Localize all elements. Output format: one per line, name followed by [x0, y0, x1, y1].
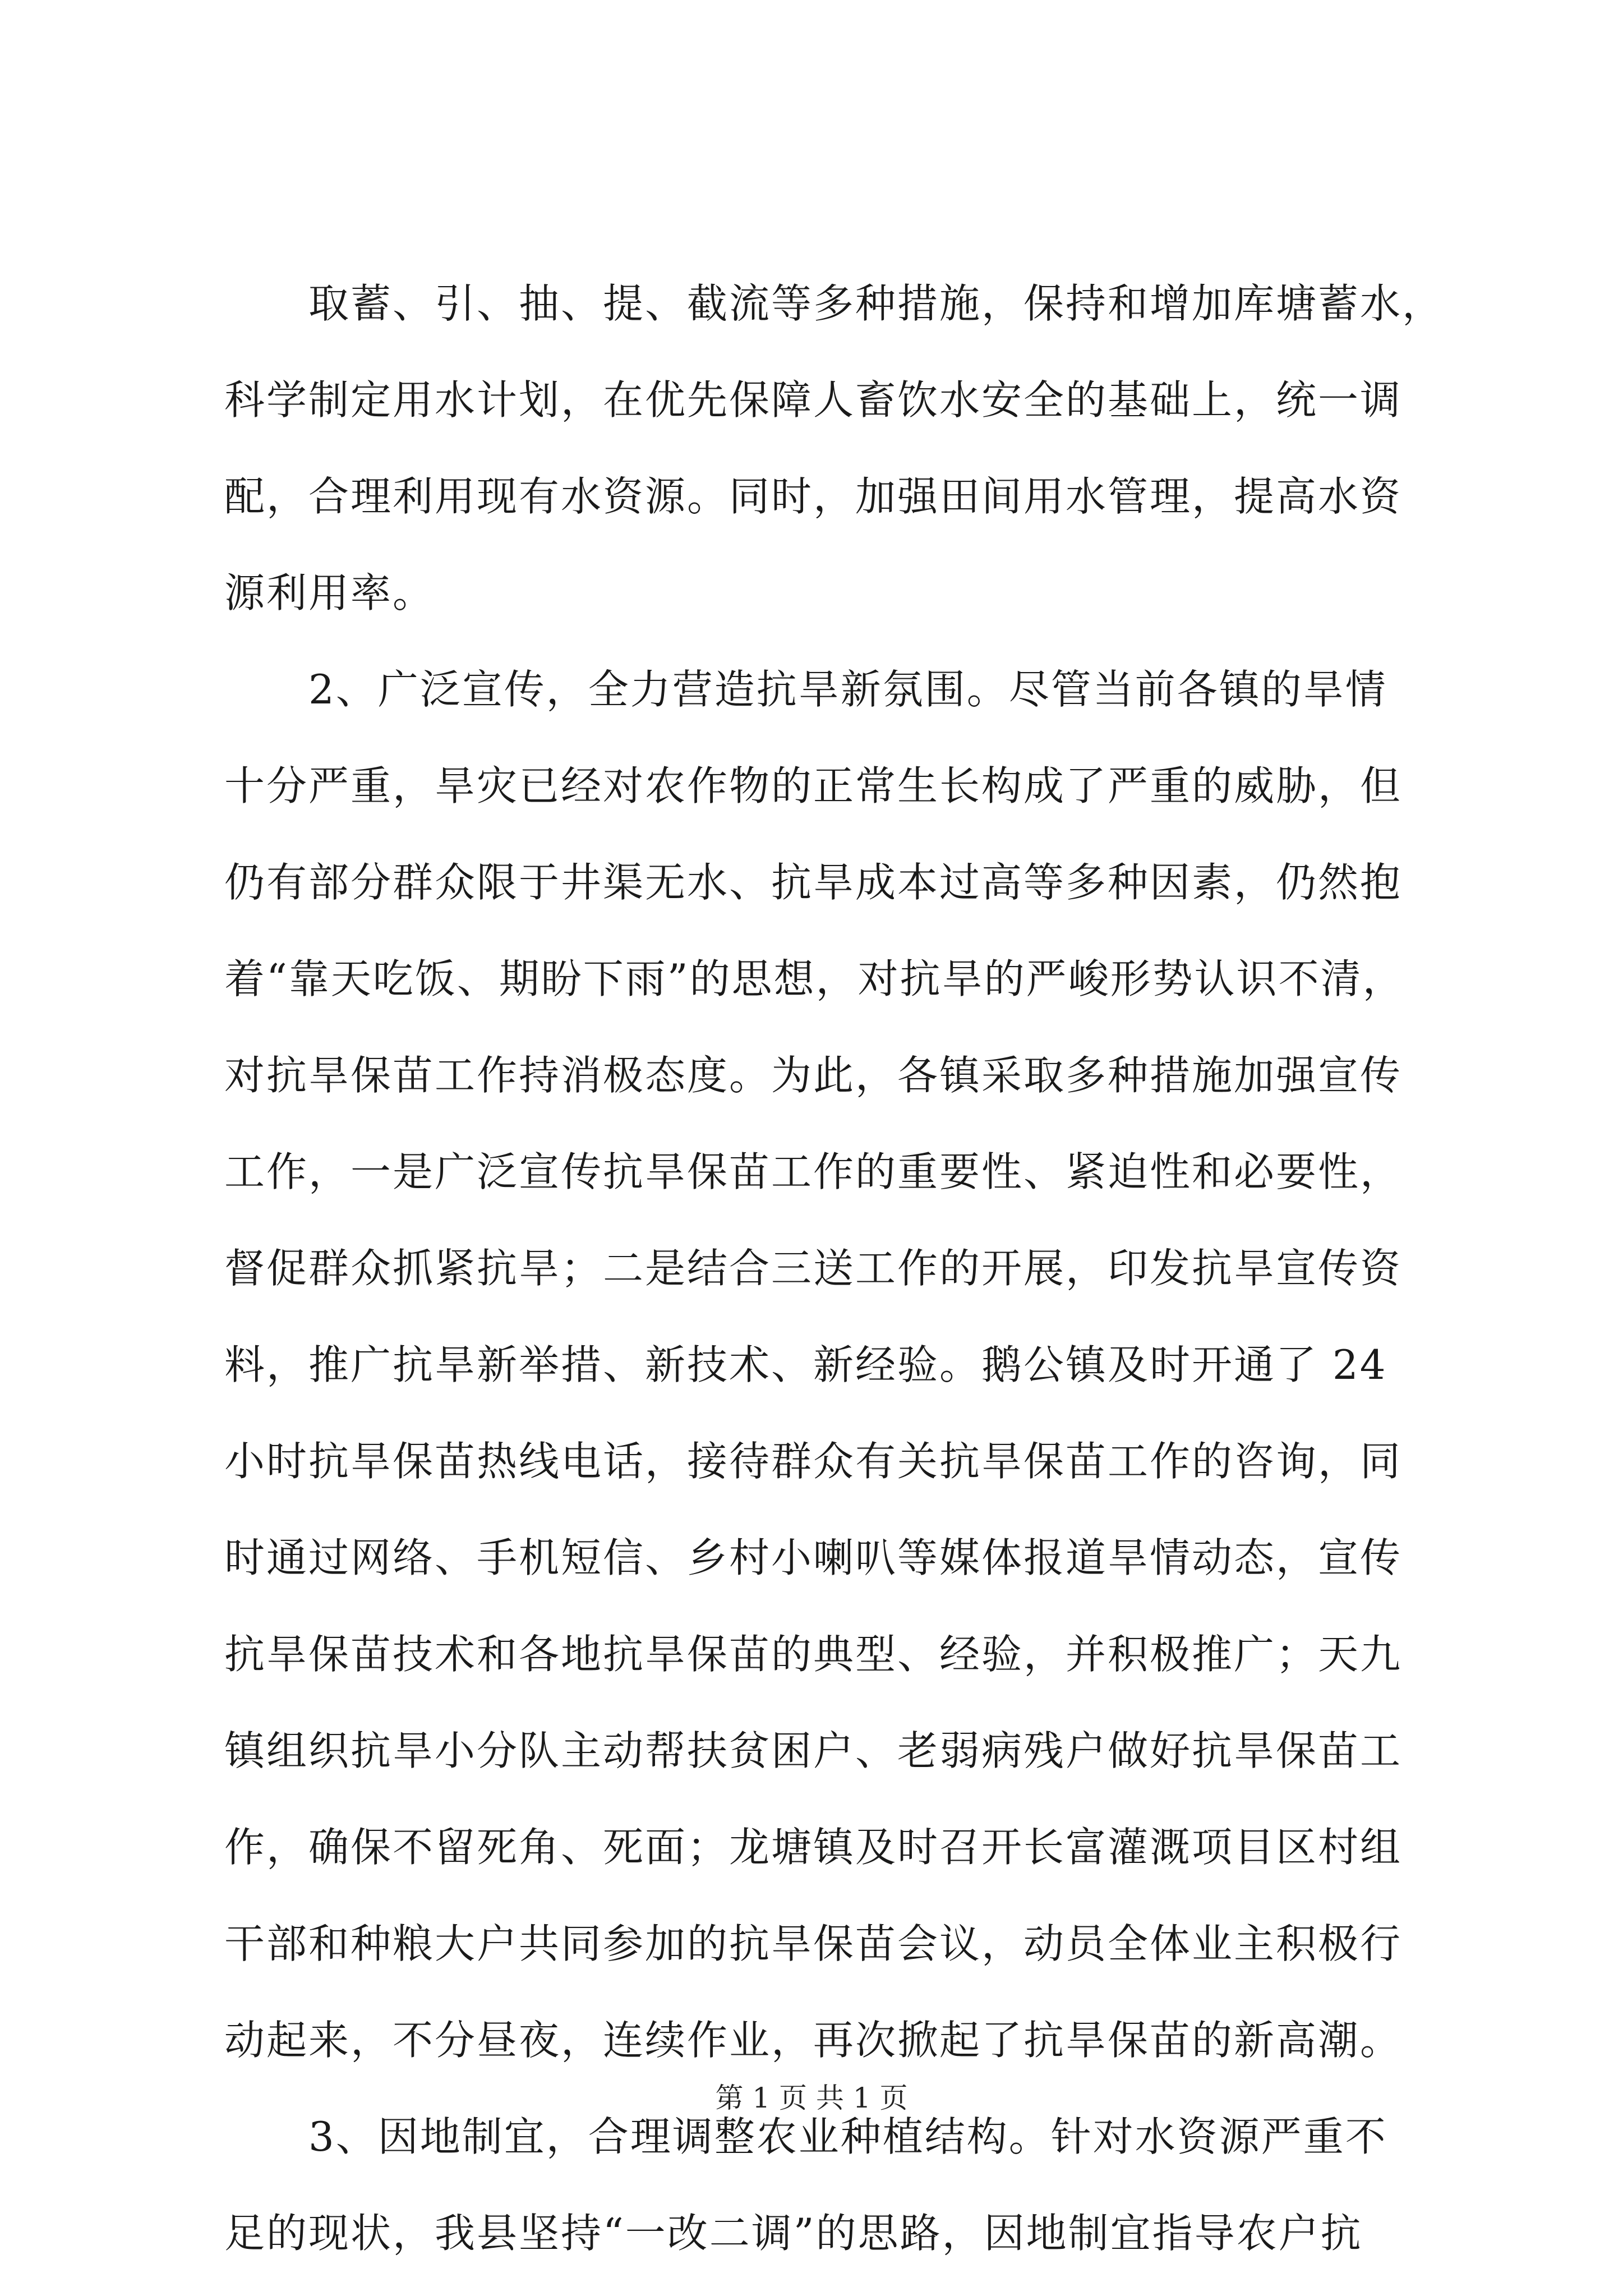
text-line: 科学制定用水计划，在优先保障人畜饮水安全的基础上，统一调	[224, 376, 1403, 424]
document-body	[224, 255, 1445, 2281]
text-line: 督促群众抓紧抗旱；二是结合三送工作的开展，印发抗旱宣传资	[224, 1245, 1403, 1292]
text-line: 着“靠天吃饭、期盼下雨”的思想，对抗旱的严峻形势认识不清，	[224, 955, 1405, 1002]
text-line: 干部和种粮大户共同参加的抗旱保苗会议，动员全体业主积极行	[224, 1920, 1403, 1967]
page-number-footer: 第 1 页 共 1 页	[715, 2082, 908, 2114]
text-line: 足的现状，我县坚持“一改二调”的思路，因地制宜指导农户抗	[224, 2210, 1363, 2257]
text-line: 对抗旱保苗工作持消极态度。为此，各镇采取多种措施加强宣传	[224, 1052, 1403, 1099]
text-line: 3、因地制宜，合理调整农业种植结构。针对水资源严重不	[224, 2113, 1387, 2160]
text-line: 小时抗旱保苗热线电话，接待群众有关抗旱保苗工作的咨询，同	[224, 1438, 1403, 1485]
text-line: 取蓄、引、抽、提、截流等多种措施，保持和增加库塘蓄水，	[224, 280, 1445, 327]
text-line: 时通过网络、手机短信、乡村小喇叭等媒体报道旱情动态，宣传	[224, 1534, 1403, 1581]
text-line: 料，推广抗旱新举措、新技术、新经验。鹅公镇及时开通了 24	[224, 1341, 1387, 1388]
text-line: 2、广泛宣传，全力营造抗旱新氛围。尽管当前各镇的旱情	[224, 666, 1387, 713]
text-line: 仍有部分群众限于井渠无水、抗旱成本过高等多种因素，仍然抱	[224, 859, 1403, 906]
text-line: 配，合理利用现有水资源。同时，加强田间用水管理，提高水资	[224, 473, 1403, 520]
text-line: 作，确保不留死角、死面；龙塘镇及时召开长富灌溉项目区村组	[224, 1824, 1403, 1871]
text-line: 动起来，不分昼夜，连续作业，再次掀起了抗旱保苗的新高潮。	[224, 2017, 1403, 2064]
text-line: 工作，一是广泛宣传抗旱保苗工作的重要性、紧迫性和必要性，	[224, 1148, 1403, 1195]
text-line: 十分严重，旱灾已经对农作物的正常生长构成了严重的威胁，但	[224, 762, 1403, 809]
text-line: 镇组织抗旱小分队主动帮扶贫困户、老弱病残户做好抗旱保苗工	[224, 1727, 1403, 1774]
text-line: 抗旱保苗技术和各地抗旱保苗的典型、经验，并积极推广；天九	[224, 1631, 1403, 1678]
text-line: 源利用率。	[224, 569, 435, 616]
